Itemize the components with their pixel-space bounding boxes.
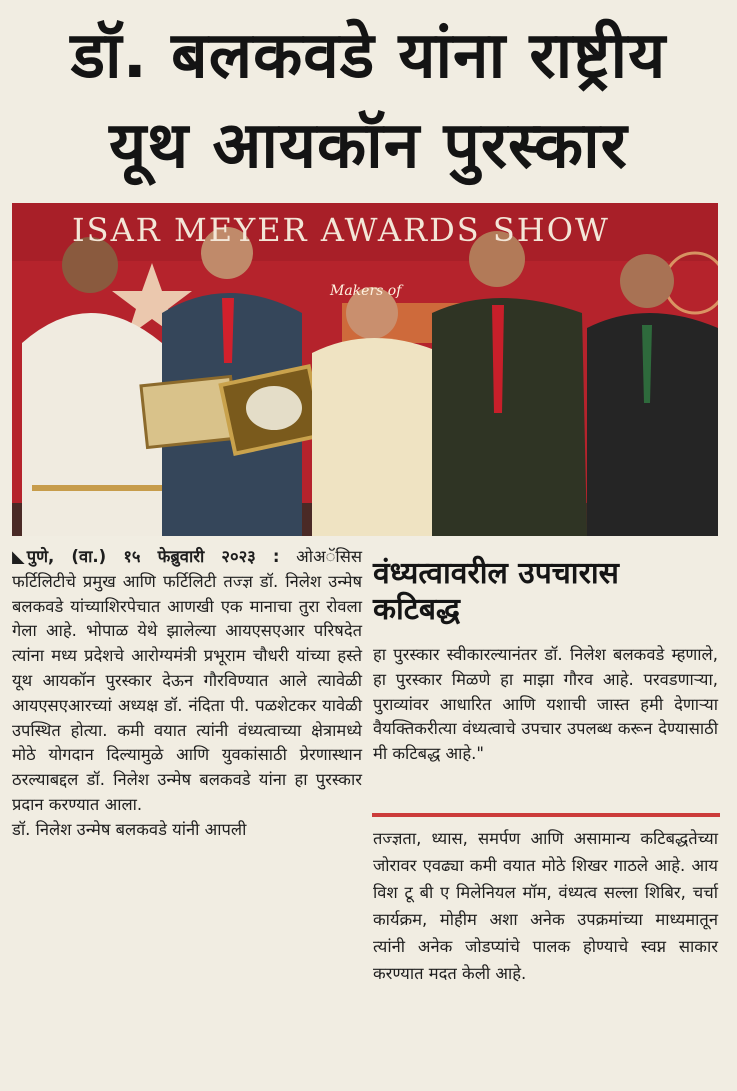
dateline: पुणे, (वा.) १५ फेब्रुवारी २०२३ : [26, 547, 280, 566]
article-paragraph-3: तज्ज्ञता, ध्यास, समर्पण आणि असामान्य कटिबद्धतेच्या जोरावर एवढ्या कमी वयात मोठे शिखर गाठले आहे. आय विश टू बी ए मिलेनियल मॉम, वंध्यत्व सल्ला शिबिर, चर्चा कार्यक्रम, मोहीम अशा अनेक उपक्रमांच्या माध्यमातून त्यांनी अनेक जोडप्यांचे पालक होण्याचे स्वप्न साकार करण्यात मदत केली आहे. [373, 829, 718, 983]
subheadline: वंध्यत्वावरील उपचारास कटिबद्ध [373, 556, 619, 627]
section-divider [372, 813, 720, 817]
photo-illustration [12, 203, 718, 536]
dateline-mark-icon: ◣ [12, 547, 25, 566]
banner-text: ISAR MEYER AWARDS SHOW [72, 211, 610, 249]
article-left-column [12, 545, 362, 843]
article-paragraph-2: डॉ. निलेश उन्मेष बलकवडे यांनी आपली [12, 819, 247, 839]
article-paragraph-1: ओअॅसिस फर्टिलिटीचे प्रमुख आणि फर्टिलिटी तज्ज्ञ डॉ. निलेश उन्मेष बलकवडे यांच्याशिरपेचात आणखी एक मानाचा तुरा रोवला गेला आहे. भोपाळ येथे झालेल्या आयएसएआर परिषदेत त्यांना मध्य प्रदेशचे आरोग्यमंत्री प्रभूराम चौधरी यांच्या हस्ते यूथ आयकॉन पुरस्कार देऊन गौरविण्यात आले त्यावेळी आयएसएआरच्यां अध्यक्ष डॉ. नंदिता पी. पळशेटकर यावेळी उपस्थित होत्या. कमी वयात त्यांनी वंध्यत्वाच्या क्षेत्रामध्ये मोठे योगदान दिल्यामुळे आणि युवकांसाठी प्रेरणास्थान ठरल्याबद्दल डॉ. निलेश उन्मेष बलकवडे यांना हा पुरस्कार प्रदान करण्यात आला. [12, 547, 363, 814]
award-ceremony-photo [12, 203, 718, 536]
banner-subtext: Makers of [330, 283, 402, 299]
headline-line-1: डॉ. बलकवडे यांना राष्ट्रीय [70, 19, 667, 93]
quote-paragraph: हा पुरस्कार स्वीकारल्यानंतर डॉ. निलेश बलकवडे म्हणाले, हा पुरस्कार मिळणे हा माझा गौरव आहे. परवडणाऱ्या, पुराव्यांवर आधारित आणि यशाची जास्त हमी देणाऱ्या वैयक्तिकरीत्या वंध्यत्वाचे उपचार उपलब्ध करून देण्यासाठी मी कटिबद्ध आहे." [373, 645, 718, 764]
headline-line-2: यूथ आयकॉन पुरस्कार [109, 109, 628, 183]
